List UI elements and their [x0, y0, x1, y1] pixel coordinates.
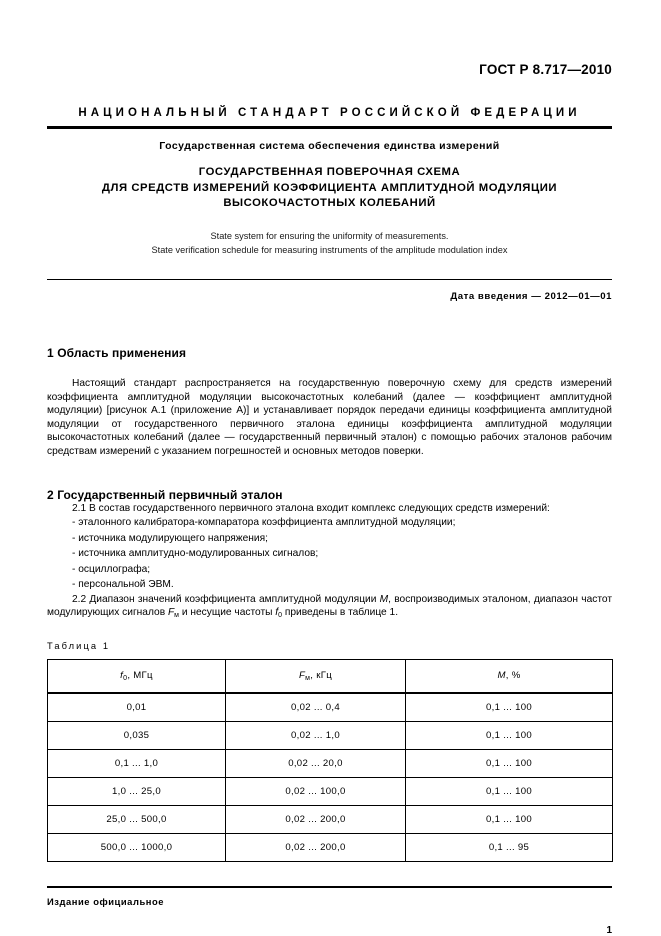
variable-f-subscript: 0	[278, 612, 283, 620]
table-cell: 500,0 ... 1000,0	[48, 833, 226, 861]
table-cell: 0,1 ... 100	[406, 777, 613, 805]
table-header	[48, 659, 613, 693]
table-cell: 0,02 ... 200,0	[226, 805, 406, 833]
english-title	[47, 229, 612, 257]
p22-text-2: , воспроизводимых эталоном, диапазон частот модулирующих сигналов	[47, 593, 612, 619]
document-title-line-2: ДЛЯ СРЕДСТВ ИЗМЕРЕНИЙ КОЭФФИЦИЕНТА АМПЛИТУДНОЙ МОДУЛЯЦИИ	[101, 181, 558, 194]
footer-rule	[47, 886, 612, 888]
section-2-paragraph-2-2	[47, 593, 612, 623]
table-cell: 0,1 ... 95	[406, 833, 613, 861]
masthead-rule-thick	[47, 126, 612, 129]
english-title-line-1: State system for ensuring the uniformity of measurements.	[210, 230, 449, 241]
table-row	[48, 721, 613, 749]
table-row	[48, 693, 613, 722]
variable-f: f	[275, 607, 279, 619]
table-cell: 1,0 ... 25,0	[48, 777, 226, 805]
section-1-paragraph: Настоящий стандарт распространяется на государственную поверочную схему для средств измерений коэффициента амплитудной модуляции высокочастотных колебаний (далее — коэффициент амплитудной модуляции) [рисунок А.1 (приложение А)] и устанавливает порядок передачи единицы коэффициента амплитудной модуляции от государственного первичного эталона единицы коэффициента амплитудной модуляции высокочастотных колебаний (далее — государственный первичный эталон) с помощью рабочих эталонов рабочим средствам измерений с указанием погрешностей и основных методов поверки.	[47, 378, 612, 458]
list-item: - осциллографа;	[72, 563, 151, 575]
table-cell: 0,02 ... 20,0	[226, 749, 406, 777]
parameters-table	[47, 659, 613, 862]
table-body	[48, 693, 613, 862]
header-var-M: M	[497, 670, 506, 682]
table-header-cell-fm	[226, 659, 406, 693]
table-row	[48, 833, 613, 861]
table-row	[48, 805, 613, 833]
header-var-F: F	[298, 669, 306, 681]
header-unit-percent: , %	[505, 670, 521, 682]
document-title-line-3: ВЫСОКОЧАСТОТНЫХ КОЛЕБАНИЙ	[223, 197, 436, 209]
section-1	[47, 346, 612, 459]
table-cell: 0,02 ... 1,0	[226, 721, 406, 749]
gost-standard-code: ГОСТ Р 8.717—2010	[479, 62, 612, 77]
page-content	[47, 0, 612, 936]
intro-date-rule	[47, 279, 612, 281]
section-2	[47, 488, 612, 623]
variable-F-subscript: м	[174, 612, 179, 620]
p22-text-3: и несущие частоты	[178, 607, 276, 619]
effective-date: Дата введения — 2012—01—01	[450, 291, 612, 303]
p22-text-1: 2.2 Диапазон значений коэффициента амплитудной модуляции	[72, 593, 380, 605]
header-unit-mhz: , МГц	[127, 669, 153, 681]
table-header-row	[48, 659, 613, 693]
table-header-cell-m	[406, 659, 613, 693]
table-caption: Таблица 1	[47, 640, 111, 651]
list-item: - эталонного калибратора-компаратора коэффициента амплитудной модуляции;	[72, 517, 456, 529]
document-title-line-1: ГОСУДАРСТВЕННАЯ ПОВЕРОЧНАЯ СХЕМА	[198, 166, 461, 178]
section-1-heading: 1 Область применения	[47, 346, 187, 361]
section-2-paragraph-2-1: 2.1 В состав государственного первичного эталона входит комплекс следующих средств измерений:	[72, 502, 550, 514]
variable-M: M	[379, 593, 389, 605]
table-cell: 0,1 ... 100	[406, 805, 613, 833]
table-row	[48, 777, 613, 805]
table-cell: 0,02 ... 0,4	[226, 693, 406, 722]
table-header-cell-f0	[48, 659, 226, 693]
english-title-line-2: State verification schedule for measuring instruments of the amplitude modulation index	[151, 244, 508, 255]
table-cell: 0,1 ... 1,0	[48, 749, 226, 777]
document-title	[47, 165, 612, 212]
page-number: 1	[606, 924, 612, 936]
list-item: - персональной ЭВМ.	[72, 579, 174, 591]
table-row	[48, 749, 613, 777]
table-cell: 25,0 ... 500,0	[48, 805, 226, 833]
table-cell: 0,035	[48, 721, 226, 749]
state-system-line: Государственная система обеспечения единства измерений	[159, 140, 500, 152]
official-edition-note: Издание официальное	[47, 895, 165, 907]
table-cell: 0,1 ... 100	[406, 749, 613, 777]
table-cell: 0,1 ... 100	[406, 721, 613, 749]
table-cell: 0,1 ... 100	[406, 693, 613, 722]
table-cell: 0,02 ... 100,0	[226, 777, 406, 805]
table-cell: 0,01	[48, 693, 226, 722]
header-var-f-subscript: 0	[123, 674, 128, 682]
national-standard-banner: НАЦИОНАЛЬНЫЙ СТАНДАРТ РОССИЙСКОЙ ФЕДЕРАЦИИ	[78, 107, 581, 119]
list-item: - источника модулирующего напряжения;	[72, 532, 268, 544]
header-var-F-subscript: м	[305, 674, 311, 682]
list-item: - источника амплитудно-модулированных сигналов;	[72, 548, 319, 560]
table-cell: 0,02 ... 200,0	[226, 833, 406, 861]
variable-F: F	[167, 607, 175, 619]
header-unit-khz: , кГц	[310, 669, 332, 681]
p22-text-4: приведены в таблице 1.	[282, 607, 399, 619]
header-var-f: f	[120, 669, 124, 681]
section-2-heading: 2 Государственный первичный эталон	[47, 487, 283, 502]
